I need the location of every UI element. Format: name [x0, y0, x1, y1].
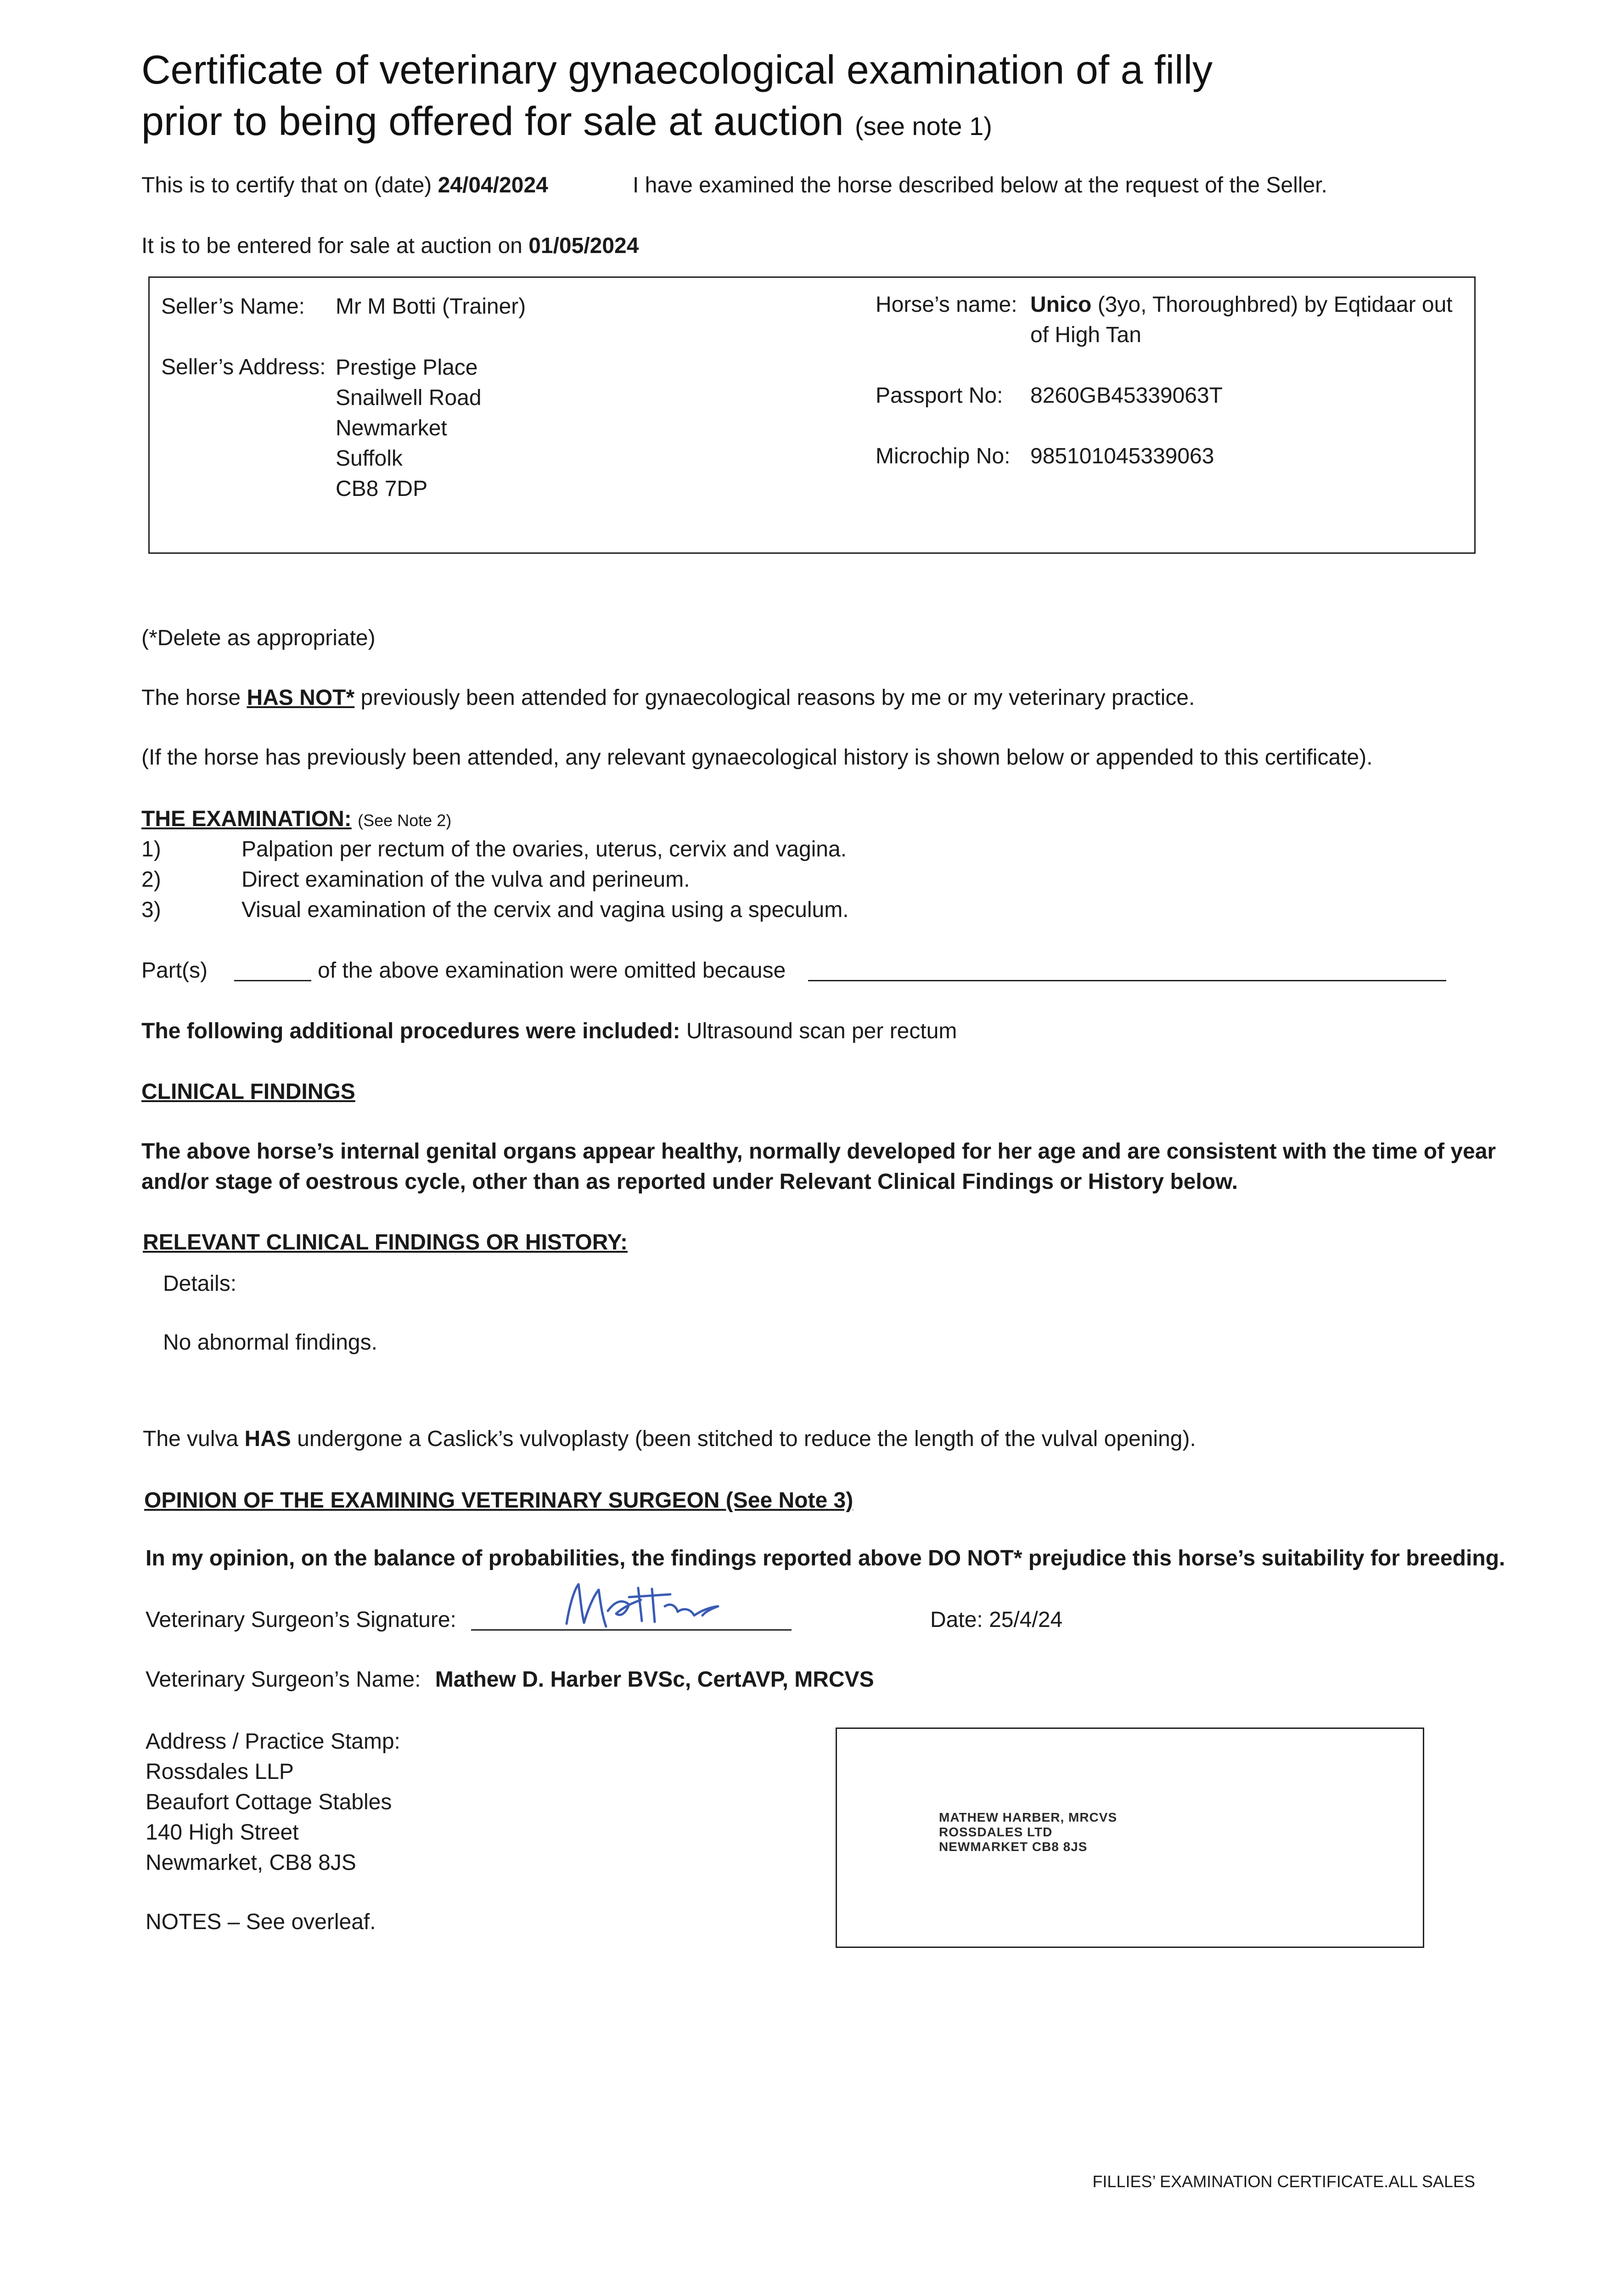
additional-procedures: The following additional procedures were included: Ultrasound scan per rectum — [141, 1019, 957, 1043]
certify-request: I have examined the horse described below at the request of the Seller. — [633, 173, 1327, 197]
sign-date: Date: 25/4/24 — [930, 1608, 1063, 1632]
surgeon-name-line: Veterinary Surgeon’s Name: Mathew D. Harber BVSc, CertAVP, MRCVS — [146, 1667, 874, 1692]
details-text: No abnormal findings. — [163, 1330, 377, 1355]
practice-stamp: MATHEW HARBER, MRCVS ROSSDALES LTD NEWMARKET CB8 8JS — [939, 1810, 1118, 1854]
vulva-status: HAS — [244, 1427, 291, 1451]
horse-name: Unico (3yo, Thoroughbred) by Eqtidaar out — [1030, 293, 1453, 317]
exam-item-num: 2) — [141, 867, 161, 892]
opinion-text: In my opinion, on the balance of probabilities, the findings reported above DO NOT* prejudice this horse’s suitability for breeding. — [146, 1546, 1505, 1570]
signature-image — [560, 1579, 735, 1638]
delete-note: (*Delete as appropriate) — [141, 626, 376, 650]
opinion-heading: OPINION OF THE EXAMINING VETERINARY SURGEON (See Note 3) — [144, 1488, 854, 1513]
horse-details: of High Tan — [1030, 323, 1141, 347]
seller-name-label: Seller’s Name: — [161, 294, 305, 319]
auction-line: It is to be entered for sale at auction on 01/05/2024 — [141, 234, 639, 258]
notes-line: NOTES – See overleaf. — [146, 1910, 376, 1934]
exam-item-num: 3) — [141, 898, 161, 922]
vulva-line: The vulva HAS undergone a Caslick’s vulvoplasty (been stitched to reduce the length of the vulval opening). — [143, 1427, 1196, 1451]
signature-label: Veterinary Surgeon’s Signature: — [146, 1608, 456, 1632]
microchip-number: 985101045339063 — [1030, 444, 1214, 468]
certificate-title — [141, 44, 1213, 152]
surgeon-name: Mathew D. Harber BVSc, CertAVP, MRCVS — [435, 1667, 874, 1692]
microchip-label: Microchip No: — [876, 444, 1011, 468]
exam-date: 24/04/2024 — [438, 173, 548, 197]
exam-item-text: Visual examination of the cervix and vagina using a speculum. — [241, 898, 849, 922]
omitted-middle: of the above examination were omitted because — [318, 958, 786, 983]
attended-line: The horse HAS NOT* previously been attended for gynaecological reasons by me or my veterinary practice. — [141, 686, 1195, 710]
attended-status: HAS NOT* — [247, 686, 355, 710]
exam-item-num: 1) — [141, 837, 161, 861]
auction-date: 01/05/2024 — [528, 234, 639, 258]
certify-line: This is to certify that on (date) 24/04/2024 — [141, 173, 548, 197]
horse-name-label: Horse’s name: — [876, 293, 1017, 317]
passport-number: 8260GB45339063T — [1030, 383, 1223, 408]
relevant-heading: RELEVANT CLINICAL FINDINGS OR HISTORY: — [143, 1230, 628, 1255]
title-note: (see note 1) — [855, 112, 992, 141]
exam-item-text: Palpation per rectum of the ovaries, uterus, cervix and vagina. — [241, 837, 847, 861]
omitted-parts-line — [234, 980, 311, 981]
history-note: (If the horse has previously been attended, any relevant gynaecological history is shown below or appended to this certificate). — [141, 745, 1373, 770]
passport-label: Passport No: — [876, 383, 1003, 408]
exam-item-text: Direct examination of the vulva and perineum. — [241, 867, 690, 892]
clinical-text-2: and/or stage of oestrous cycle, other than as reported under Relevant Clinical Findings or History below. — [141, 1170, 1238, 1194]
practice-address: Address / Practice Stamp: Rossdales LLP Beaufort Cottage Stables 140 High Street Newmarket, CB8 8JS — [146, 1729, 400, 1875]
omitted-prefix: Part(s) — [141, 958, 208, 983]
seller-address: Prestige Place Snailwell Road Newmarket Suffolk CB8 7DP — [336, 355, 482, 501]
clinical-text-1: The above horse’s internal genital organs appear healthy, normally developed for her age and are consistent with the time of year — [141, 1139, 1496, 1164]
footer-label: FILLIES’ EXAMINATION CERTIFICATE.ALL SALES — [1092, 2172, 1475, 2191]
practice-stamp-box — [836, 1728, 1424, 1948]
title-line-2: prior to being offered for sale at auction (see note 1) — [141, 98, 992, 144]
clinical-heading: CLINICAL FINDINGS — [141, 1080, 355, 1104]
seller-name: Mr M Botti (Trainer) — [336, 294, 526, 319]
seller-address-label: Seller’s Address: — [161, 355, 326, 379]
examination-heading: THE EXAMINATION: (See Note 2) — [141, 807, 452, 831]
details-label: Details: — [163, 1272, 237, 1296]
title-line-1: Certificate of veterinary gynaecological examination of a filly — [141, 47, 1213, 92]
omitted-reason-line — [808, 980, 1446, 981]
